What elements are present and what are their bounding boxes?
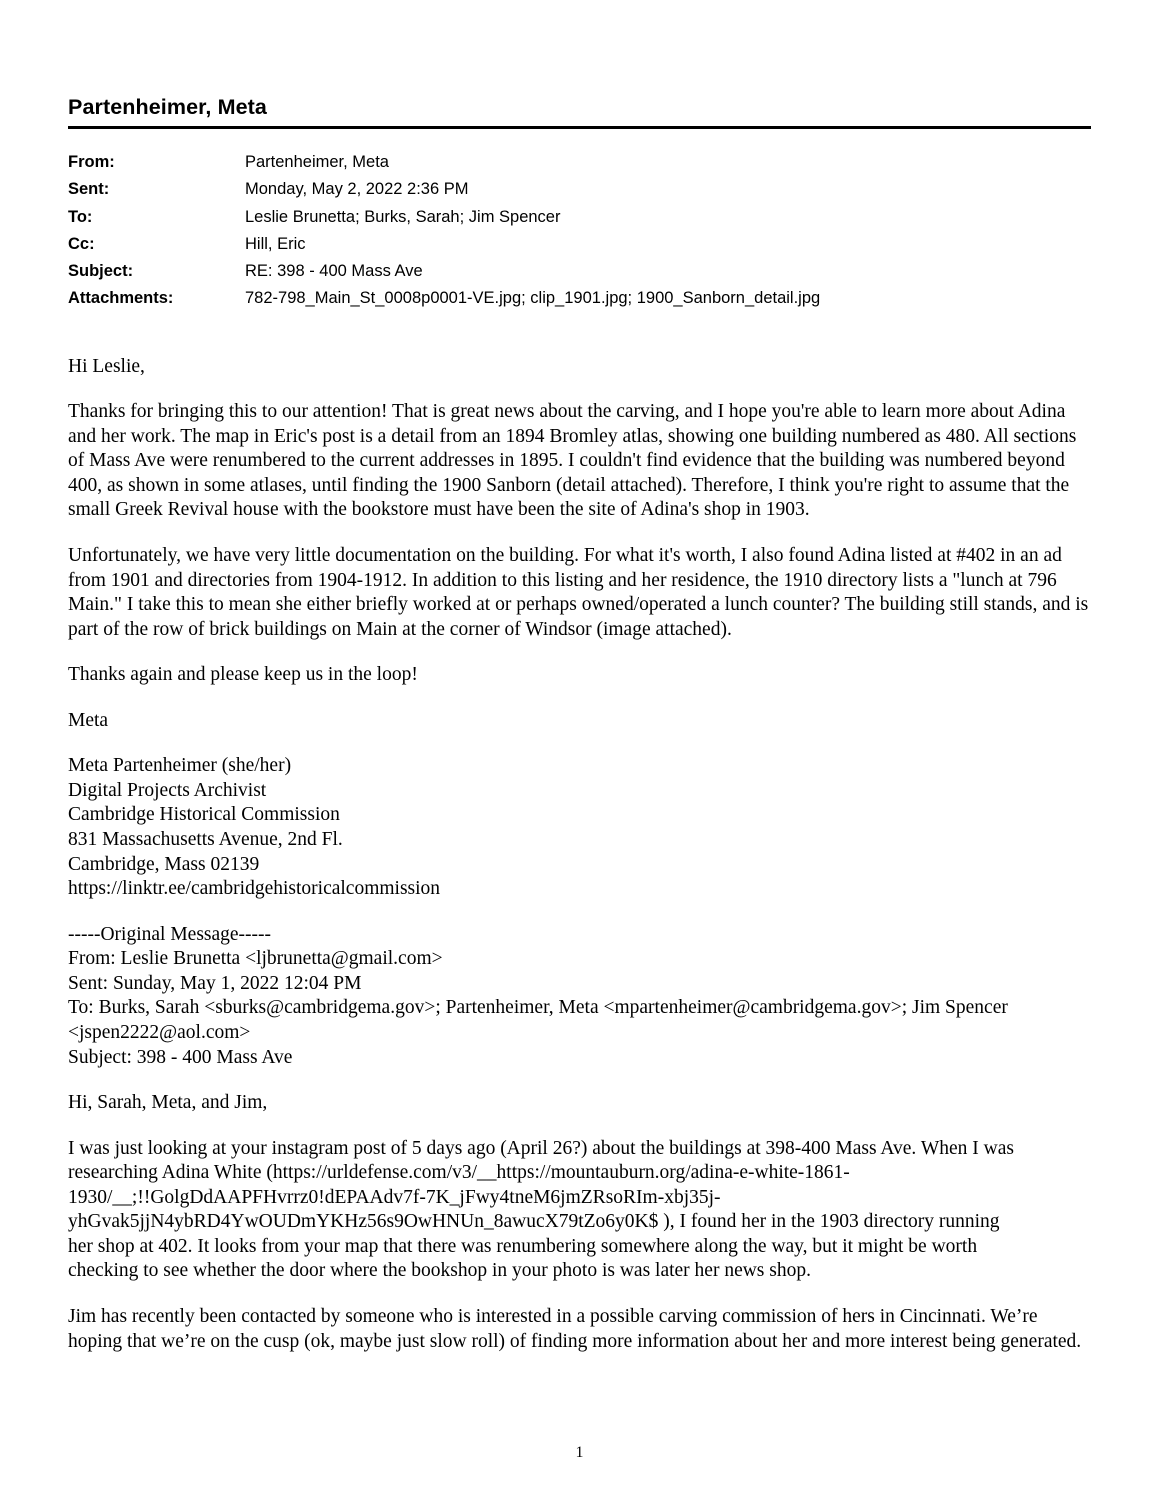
signature-block — [68, 754, 1091, 901]
header-row-to — [68, 206, 820, 233]
signature-line-3: Cambridge Historical Commission — [68, 804, 340, 826]
quoted-paragraph-1-line-5: her shop at 402. It looks from your map that there was renumbering somewhere along the way, but it might be worth — [68, 1235, 978, 1257]
header-value-from: Partenheimer, Meta — [245, 153, 389, 171]
original-message-subject: Subject: 398 - 400 Mass Ave — [68, 1046, 293, 1068]
header-label-from: From: — [68, 153, 115, 171]
header-label-cc: Cc: — [68, 234, 95, 253]
signature-line-1: Meta Partenheimer (she/her) — [68, 755, 292, 777]
body-paragraph-1: Thanks for bringing this to our attention! That is great news about the carving, and I hope you're able to learn more about Adina and her work. The map in Eric's post is a detail from an 1894 Bromley atlas, showing one building numbered as 480. All sections of Mass Ave were renumbered to the current addresses in 1895. I couldn't find evidence that the building was numbered beyond 400, as shown in some atlases, until finding the 1900 Sanborn (detail attached). Therefore, I think you're right to assume that the small Greek Revival house with the bookstore must have been the site of Adina's shop in 1903. — [68, 401, 1077, 521]
body-paragraph-2: Unfortunately, we have very little documentation on the building. For what it's worth, I also found Adina listed at #402 in an ad from 1901 and directories from 1904-1912. In addition to this listing and her residence, the 1910 directory lists a "lunch at 796 Main." I take this to mean she either briefly worked at or perhaps owned/operated a lunch counter? The building still stands, and is part of the row of brick buildings on Main at the corner of Windsor (image attached). — [68, 544, 1089, 640]
quoted-paragraph-1-line-6: checking to see whether the door where the bookshop in your photo is was later her news shop. — [68, 1260, 811, 1282]
header-row-from — [68, 151, 820, 178]
header-row-attachments — [68, 287, 820, 314]
original-message-to-line-1: To: Burks, Sarah <sburks@cambridgema.gov>; Partenheimer, Meta <mpartenheimer@cambridgema.gov>; Jim Spencer — [68, 997, 1008, 1019]
signature-link[interactable]: https://linktr.ee/cambridgehistoricalcommission — [68, 878, 441, 900]
header-value-sent: Monday, May 2, 2022 2:36 PM — [245, 180, 469, 199]
page-title: Partenheimer, Meta — [68, 95, 267, 119]
header-row-sent — [68, 178, 820, 205]
original-message-divider: -----Original Message----- — [68, 923, 272, 945]
quoted-greeting: Hi, Sarah, Meta, and Jim, — [68, 1092, 268, 1114]
header-label-subject: Subject: — [68, 262, 134, 281]
header-value-attachments: 782-798_Main_St_0008p0001-VE.jpg; clip_1901.jpg; 1900_Sanborn_detail.jpg — [245, 289, 821, 308]
original-message-from: From: Leslie Brunetta <ljbrunetta@gmail.com> — [68, 948, 443, 970]
quoted-paragraph-1-line-1: I was just looking at your instagram post of 5 days ago (April 26?) about the buildings at 398-400 Mass Ave. When I was — [68, 1137, 1014, 1159]
header-row-cc — [68, 233, 820, 260]
original-message-to-line-2: <jspen2222@aol.com> — [68, 1021, 251, 1043]
original-message-sent: Sent: Sunday, May 1, 2022 12:04 PM — [68, 972, 362, 994]
email-header-table — [68, 151, 820, 315]
original-message-block — [68, 923, 1091, 1070]
body-greeting: Hi Leslie, — [68, 355, 145, 377]
body-signoff-name: Meta — [68, 709, 109, 731]
quoted-paragraph-1-line-4: yhGvak5jjN4ybRD4YwOUDmYKHz56s9OwHNUn_8awucX79tZo6y0K$ ), I found her in the 1903 directory running — [68, 1211, 1000, 1233]
quoted-paragraph-1-line-2: researching Adina White (https://urldefense.com/v3/__https://mountauburn.org/adina-e-white-1861- — [68, 1162, 850, 1184]
quoted-paragraph-1-line-3: 1930/__;!!GolgDdAAPFHvrrz0!dEPAAdv7f-7K_jFwy4tneM6jmZRsoRIm-xbj35j- — [68, 1186, 721, 1208]
signature-line-5: Cambridge, Mass 02139 — [68, 853, 260, 875]
header-value-subject: RE: 398 - 400 Mass Ave — [245, 262, 423, 281]
signature-line-2: Digital Projects Archivist — [68, 779, 267, 801]
email-body — [68, 355, 1091, 1355]
page-number: 1 — [575, 1444, 584, 1461]
quoted-paragraph-2: Jim has recently been contacted by someone who is interested in a possible carving commission of hers in Cincinnati. We’re hoping that we’re on the cusp (ok, maybe just slow roll) of finding more information about her and more interest being generated. — [68, 1306, 1082, 1352]
header-row-subject — [68, 260, 820, 287]
signature-line-4: 831 Massachusetts Avenue, 2nd Fl. — [68, 829, 343, 851]
title-divider — [68, 126, 1091, 129]
header-label-sent: Sent: — [68, 180, 110, 199]
header-value-to: Leslie Brunetta; Burks, Sarah; Jim Spencer — [245, 207, 561, 226]
header-label-to: To: — [68, 207, 93, 226]
header-label-attachments: Attachments: — [68, 289, 174, 308]
quoted-paragraph-1 — [68, 1137, 1091, 1284]
header-value-cc: Hill, Eric — [245, 234, 306, 253]
body-paragraph-3: Thanks again and please keep us in the loop! — [68, 664, 418, 686]
